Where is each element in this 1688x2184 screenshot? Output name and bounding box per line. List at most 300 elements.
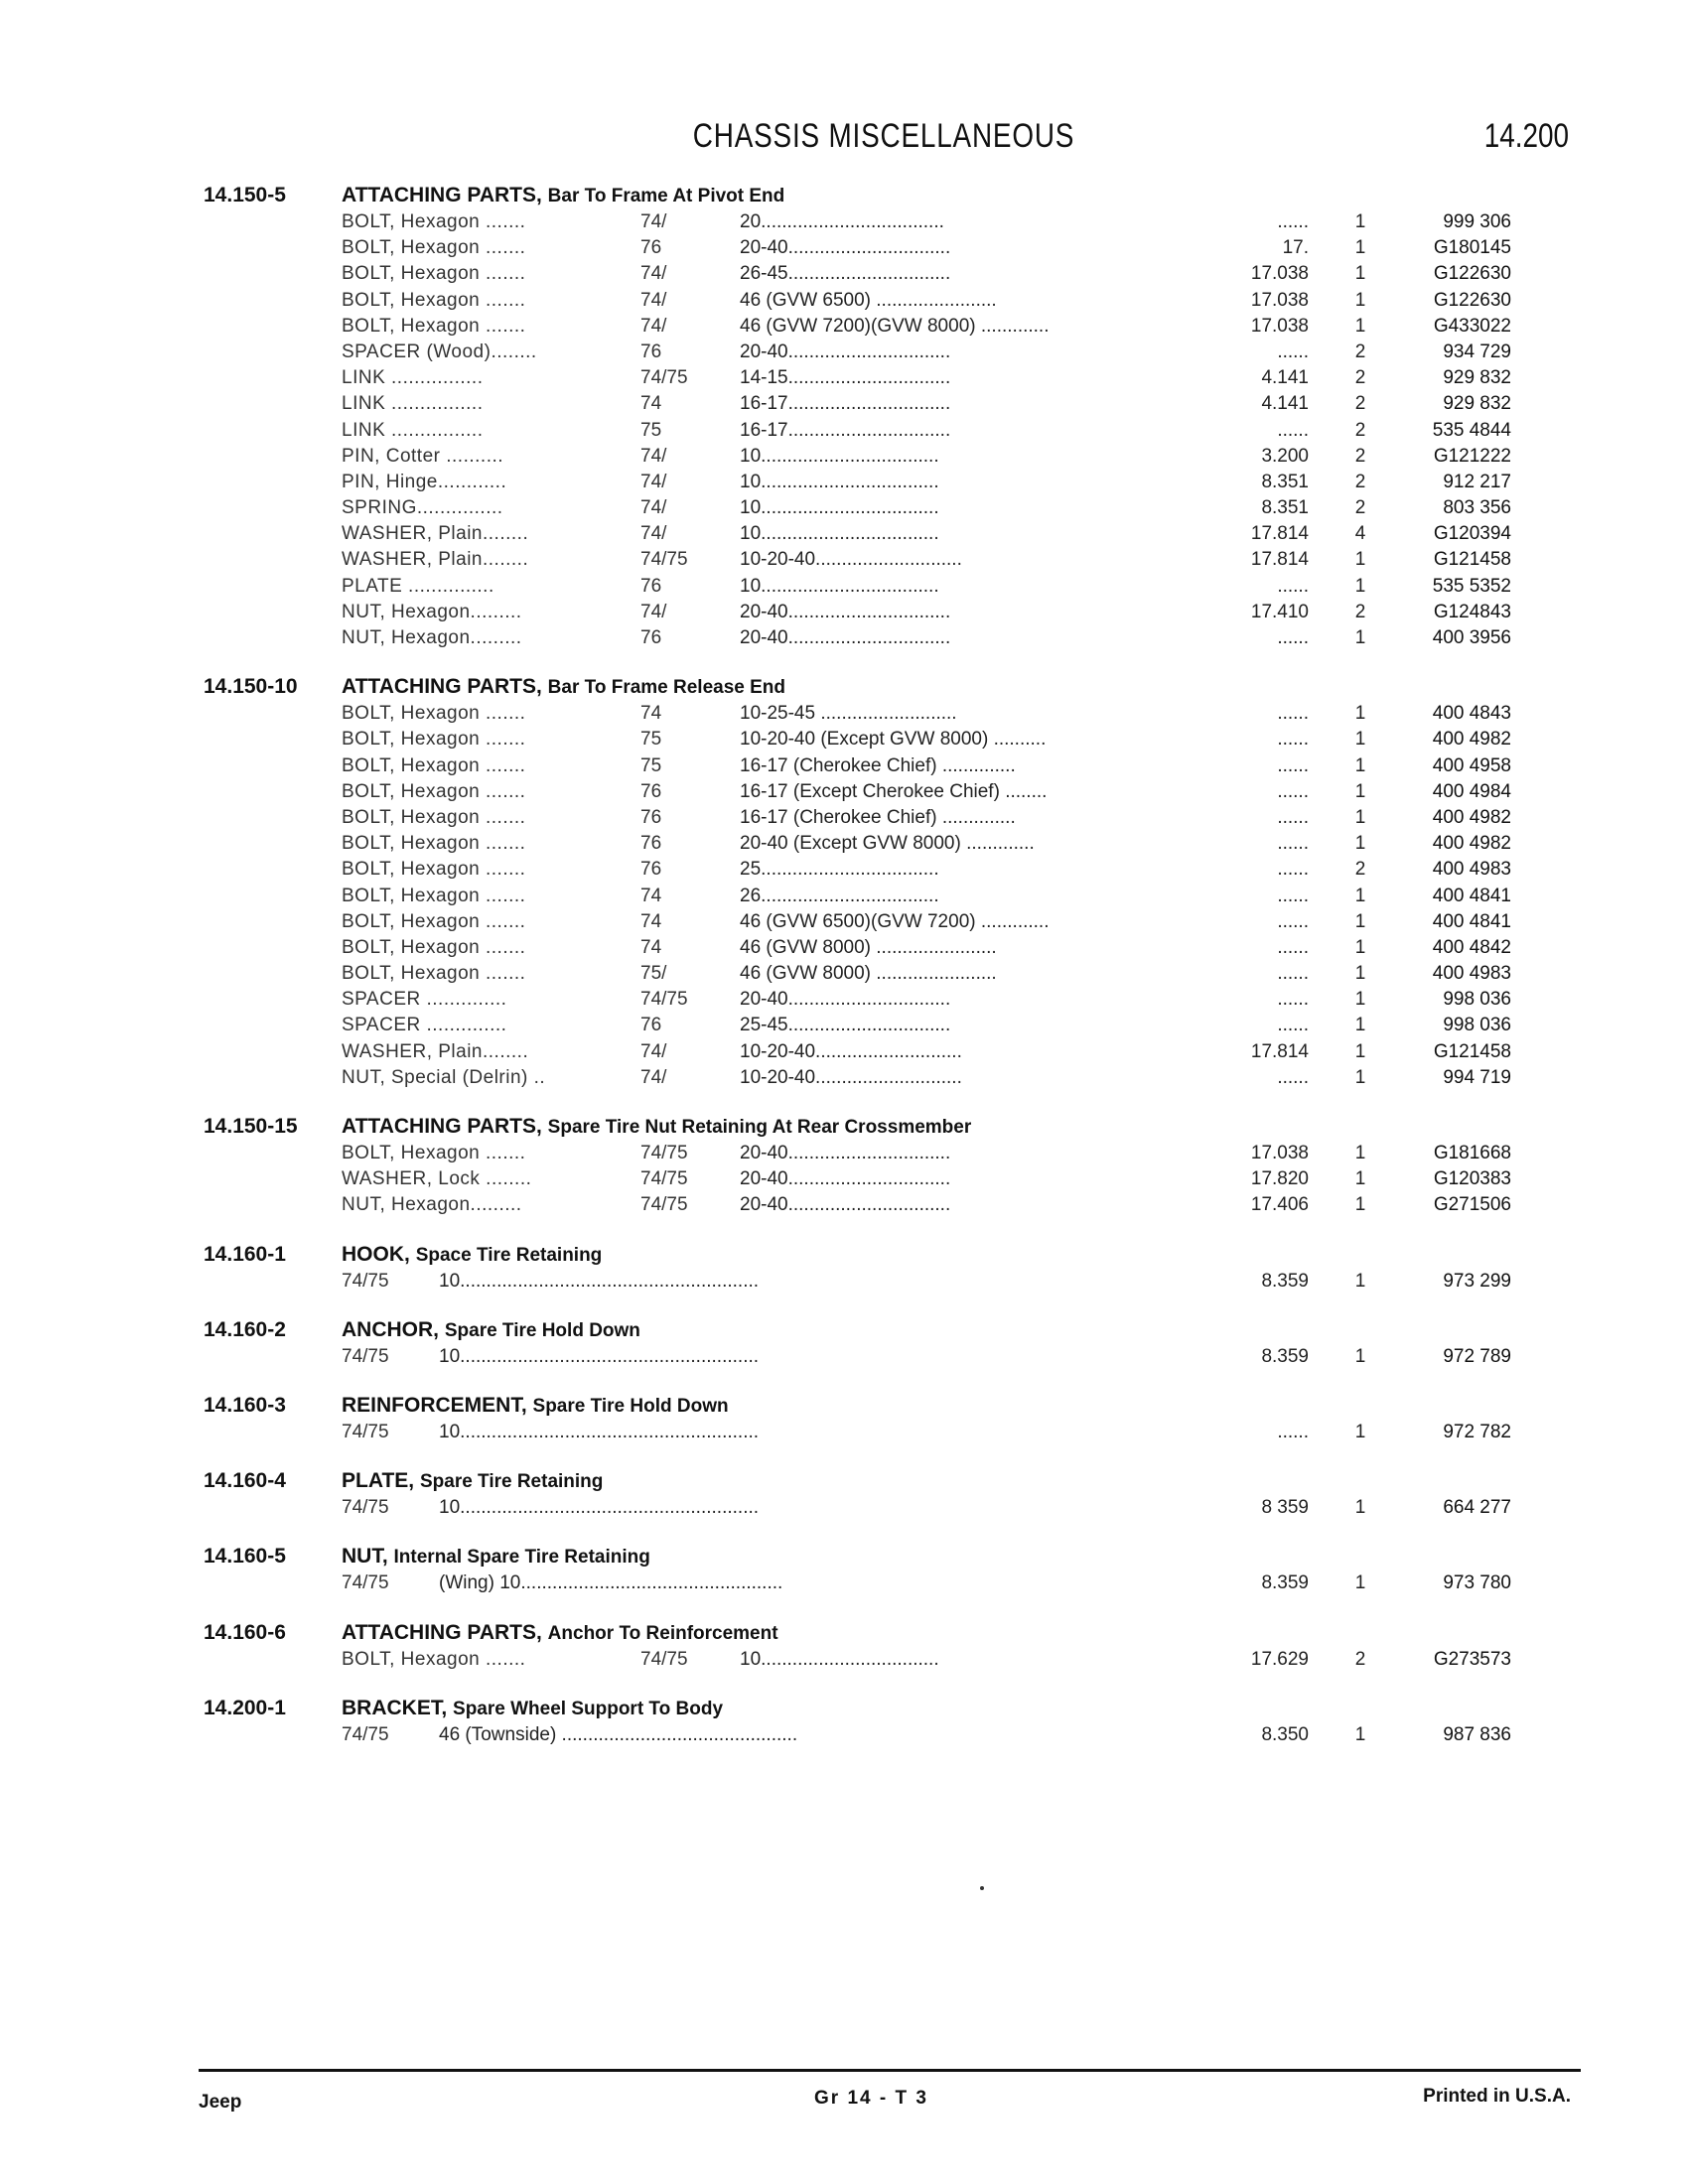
footer-rule [199,2069,1581,2072]
model-years: 74/ [640,471,667,492]
section-ref: ...... [1277,1421,1309,1442]
model-years: 76 [640,237,662,259]
application: 20-40............................... [740,989,951,1011]
part-name: WASHER, Lock ........ [342,1168,532,1190]
model-years: 76 [640,341,662,362]
part-number: 400 4842 [1432,936,1511,958]
part-name: BOLT, Hexagon ....... [342,289,526,311]
quantity: 1 [1354,1015,1366,1036]
part-number: 972 789 [1443,1345,1511,1367]
section-ref: ...... [1277,885,1309,906]
model-years: 75 [640,419,662,441]
application: 10-20-40 (Except GVW 8000) .......... [740,729,1047,751]
model-years: 74/ [640,1040,667,1062]
group-title-wrap [342,184,784,207]
part-row [0,1143,1688,1168]
part-number: 535 5352 [1432,575,1511,597]
model-years: 74/ [640,445,667,467]
quantity: 1 [1354,1143,1366,1163]
group-title-wrap [342,1545,650,1569]
group-code: 14.160-5 [204,1545,286,1569]
part-name: WASHER, Plain........ [342,523,529,545]
application: 16-17 (Except Cherokee Chief) ........ [740,780,1048,802]
section-ref: ...... [1277,211,1309,232]
quantity: 1 [1354,806,1366,828]
group-title-wrap [342,1243,602,1267]
quantity: 1 [1354,1345,1366,1367]
part-name: NUT, Hexagon......... [342,627,522,648]
application: 26-45............................... [740,263,951,285]
section-ref: ...... [1277,754,1309,776]
section-ref: 17.814 [1250,523,1309,545]
part-number: G181668 [1433,1143,1511,1163]
part-number: 994 719 [1443,1066,1511,1088]
section-ref: 17.406 [1250,1194,1309,1216]
part-name: BOLT, Hexagon ....... [342,1143,526,1163]
part-name: BOLT, Hexagon ....... [342,263,526,285]
section-ref: ...... [1277,341,1309,362]
part-name: BOLT, Hexagon ....... [342,859,526,881]
part-number: 998 036 [1443,1015,1511,1036]
part-name: NUT, Special (Delrin) .. [342,1066,546,1088]
part-name: LINK ................ [342,367,484,389]
part-number: 803 356 [1443,497,1511,519]
group-title-wrap [342,1469,603,1493]
part-row [0,781,1688,807]
application: (Wing) 10.................................................. [439,1572,783,1594]
part-row [0,1422,1688,1447]
part-number: G121458 [1433,549,1511,571]
application: 20................................... [740,211,944,232]
part-name: BOLT, Hexagon ....... [342,237,526,259]
part-row [0,755,1688,781]
part-row [0,1194,1688,1220]
quantity: 1 [1354,729,1366,751]
section-ref: 4.141 [1261,367,1309,389]
part-number: 929 832 [1443,367,1511,389]
application: 20-40............................... [740,1194,951,1216]
quantity: 2 [1354,419,1366,441]
part-name: SPACER .............. [342,989,507,1011]
part-name: SPACER (Wood)........ [342,341,537,362]
quantity: 1 [1354,885,1366,906]
group-title: ATTACHING PARTS, [342,1620,542,1644]
group-title: REINFORCEMENT, [342,1393,527,1417]
quantity: 1 [1354,1066,1366,1088]
application: 20-40............................... [740,1168,951,1190]
part-row [0,963,1688,989]
part-name: PIN, Hinge............ [342,471,507,492]
application: 10-25-45 .......................... [740,703,957,725]
part-number: 664 277 [1443,1497,1511,1519]
footer-brand: Jeep [199,2092,242,2113]
part-number: 400 4982 [1432,806,1511,828]
part-number: G122630 [1433,263,1511,285]
section-ref: 17.038 [1250,289,1309,311]
section-ref: ...... [1277,703,1309,725]
group-heading [0,1545,1688,1572]
part-number: G121458 [1433,1040,1511,1062]
part-row [0,341,1688,367]
footer-printed: Printed in U.S.A. [1423,2086,1571,2107]
section-ref: 17.038 [1250,263,1309,285]
section-ref: ...... [1277,806,1309,828]
section-ref: ...... [1277,833,1309,855]
section-ref: ...... [1277,859,1309,881]
part-row [0,602,1688,627]
section-ref: 4.141 [1261,393,1309,415]
part-number: 535 4844 [1432,419,1511,441]
section-ref: 8.351 [1261,497,1309,519]
model-years: 74/75 [640,367,688,389]
section-ref: ...... [1277,910,1309,932]
section-ref: 17.820 [1250,1168,1309,1190]
application: 20-40............................... [740,627,951,648]
application: 46 (GVW 8000) ....................... [740,963,997,985]
group-title-wrap [342,1394,729,1418]
model-years: 74/75 [342,1497,389,1519]
model-years: 76 [640,806,662,828]
part-name: BOLT, Hexagon ....... [342,806,526,828]
group-code: 14.150-5 [204,184,286,206]
part-number: 929 832 [1443,393,1511,415]
parts-group [0,184,1688,653]
part-number: 934 729 [1443,341,1511,362]
section-ref: ...... [1277,989,1309,1011]
part-row [0,807,1688,833]
section-ref: ...... [1277,627,1309,648]
part-row [0,1271,1688,1297]
application: 10.................................. [740,1648,939,1670]
part-number: G120394 [1433,523,1511,545]
model-years: 76 [640,859,662,881]
part-row [0,497,1688,523]
footer-group-ref: Gr 14 - T 3 [814,2088,928,2109]
parts-group [0,1545,1688,1598]
part-row [0,211,1688,237]
application: 10-20-40............................ [740,549,962,571]
model-years: 75 [640,729,662,751]
model-years: 75 [640,754,662,776]
group-heading [0,184,1688,211]
model-years: 74/ [640,497,667,519]
quantity: 2 [1354,601,1366,622]
part-number: G120383 [1433,1168,1511,1190]
model-years: 74 [640,885,662,906]
model-years: 74/75 [342,1572,389,1594]
application: 10.................................. [740,523,939,545]
group-heading [0,1394,1688,1422]
page-title: CHASSIS MISCELLANEOUS [692,117,1075,155]
application: 26.................................. [740,885,939,906]
group-title-wrap [342,675,785,699]
group-heading [0,1697,1688,1724]
part-number: 400 4843 [1432,703,1511,725]
part-name: SPACER .............. [342,1015,507,1036]
part-name: BOLT, Hexagon ....... [342,833,526,855]
model-years: 74/ [640,601,667,622]
part-row [0,472,1688,497]
application: 20-40............................... [740,341,951,362]
group-code: 14.160-6 [204,1620,286,1644]
part-name: WASHER, Plain........ [342,549,529,571]
model-years: 76 [640,1015,662,1036]
part-number: 987 836 [1443,1723,1511,1745]
part-row [0,1497,1688,1523]
model-years: 74/ [640,1066,667,1088]
stray-dot [980,1886,984,1890]
part-number: 972 782 [1443,1421,1511,1442]
model-years: 74/ [640,315,667,337]
group-subtitle: Bar To Frame Release End [547,677,786,699]
parts-group [0,675,1688,1093]
quantity: 1 [1354,1040,1366,1062]
application: 10......................................................... [439,1270,760,1292]
section-ref: ...... [1277,780,1309,802]
quantity: 1 [1354,289,1366,311]
part-name: BOLT, Hexagon ....... [342,910,526,932]
application: 10.................................. [740,471,939,492]
quantity: 2 [1354,393,1366,415]
quantity: 1 [1354,910,1366,932]
section-ref: 17.814 [1250,1040,1309,1062]
part-number: G122630 [1433,289,1511,311]
group-title: ATTACHING PARTS, [342,675,542,699]
section-ref: 17.629 [1250,1648,1309,1670]
part-name: BOLT, Hexagon ....... [342,703,526,725]
part-row [0,729,1688,754]
quantity: 1 [1354,263,1366,285]
quantity: 1 [1354,1723,1366,1745]
model-years: 74/75 [640,1648,688,1670]
group-code: 14.160-2 [204,1317,286,1341]
quantity: 1 [1354,833,1366,855]
group-subtitle: Anchor To Reinforcement [547,1622,778,1644]
group-code: 14.150-10 [204,675,298,699]
part-name: NUT, Hexagon......... [342,1194,522,1216]
section-ref: 8 359 [1261,1497,1309,1519]
part-row [0,937,1688,963]
section-ref: ...... [1277,1066,1309,1088]
model-years: 76 [640,575,662,597]
part-row [0,290,1688,316]
group-subtitle: Space Tire Retaining [415,1244,603,1266]
group-code: 14.160-4 [204,1469,286,1493]
quantity: 1 [1354,1168,1366,1190]
group-heading [0,1115,1688,1143]
group-subtitle: Spare Tire Hold Down [444,1319,640,1341]
section-ref: 17.038 [1250,315,1309,337]
part-name: PIN, Cotter .......... [342,445,504,467]
part-number: 400 4982 [1432,729,1511,751]
part-row [0,1572,1688,1598]
model-years: 74 [640,936,662,958]
part-number: 400 4984 [1432,780,1511,802]
application: 10.................................. [740,497,939,519]
part-row [0,1724,1688,1750]
part-name: BOLT, Hexagon ....... [342,885,526,906]
part-name: WASHER, Plain........ [342,1040,529,1062]
part-name: BOLT, Hexagon ....... [342,963,526,985]
part-row [0,446,1688,472]
part-name: BOLT, Hexagon ....... [342,729,526,751]
model-years: 74/75 [640,1168,688,1190]
section-ref: ...... [1277,936,1309,958]
part-number: G121222 [1433,445,1511,467]
section-ref: 3.200 [1261,445,1309,467]
model-years: 74/ [640,263,667,285]
application: 10......................................................... [439,1497,760,1519]
parts-list [0,184,1688,1772]
part-row [0,833,1688,859]
part-name: BOLT, Hexagon ....... [342,1648,526,1670]
application: 20-40............................... [740,1143,951,1163]
group-heading [0,1469,1688,1497]
parts-group [0,1115,1688,1221]
part-number: 400 3956 [1432,627,1511,648]
quantity: 1 [1354,989,1366,1011]
part-number: 400 4841 [1432,885,1511,906]
application: 10-20-40............................ [740,1040,962,1062]
group-title: ATTACHING PARTS, [342,184,542,206]
part-row [0,420,1688,446]
part-name: BOLT, Hexagon ....... [342,780,526,802]
section-ref: ...... [1277,575,1309,597]
application: 46 (GVW 8000) ....................... [740,936,997,958]
model-years: 76 [640,780,662,802]
quantity: 2 [1354,471,1366,492]
quantity: 1 [1354,549,1366,571]
part-row [0,549,1688,575]
quantity: 1 [1354,936,1366,958]
part-row [0,1649,1688,1675]
quantity: 2 [1354,367,1366,389]
group-code: 14.200-1 [204,1696,286,1719]
part-number: 973 299 [1443,1270,1511,1292]
part-name: BOLT, Hexagon ....... [342,211,526,232]
section-ref: 17.410 [1250,601,1309,622]
application: 10-20-40............................ [740,1066,962,1088]
quantity: 1 [1354,237,1366,259]
part-row [0,859,1688,885]
part-number: 998 036 [1443,989,1511,1011]
group-title-wrap [342,1115,971,1139]
application: 16-17............................... [740,419,951,441]
section-ref: 8.359 [1261,1345,1309,1367]
parts-group [0,1697,1688,1750]
application: 20-40............................... [740,601,951,622]
parts-group [0,1243,1688,1297]
section-ref: 8.351 [1261,471,1309,492]
part-row [0,1346,1688,1372]
group-subtitle: Bar To Frame At Pivot End [547,186,785,206]
part-row [0,1067,1688,1093]
section-ref: ...... [1277,963,1309,985]
page-section-number: 14.200 [1483,117,1569,155]
part-number: 400 4983 [1432,963,1511,985]
parts-group [0,1318,1688,1372]
parts-group [0,1469,1688,1523]
parts-group [0,1394,1688,1447]
section-ref: 8.359 [1261,1572,1309,1594]
model-years: 74/75 [342,1421,389,1442]
part-row [0,316,1688,341]
group-title: ANCHOR, [342,1317,439,1341]
part-row [0,1041,1688,1067]
group-title: BRACKET, [342,1696,448,1719]
section-ref: ...... [1277,419,1309,441]
part-number: G273573 [1433,1648,1511,1670]
section-ref: 17. [1282,237,1309,259]
application: 10......................................................... [439,1345,760,1367]
model-years: 74/75 [640,549,688,571]
part-row [0,886,1688,911]
parts-group [0,1621,1688,1675]
part-number: G271506 [1433,1194,1511,1216]
group-title-wrap [342,1697,723,1720]
quantity: 1 [1354,575,1366,597]
section-ref: ...... [1277,729,1309,751]
quantity: 1 [1354,703,1366,725]
part-number: 912 217 [1443,471,1511,492]
part-row [0,263,1688,289]
part-name: BOLT, Hexagon ....... [342,315,526,337]
section-ref: 8.359 [1261,1270,1309,1292]
group-title: NUT, [342,1545,388,1569]
part-number: 400 4958 [1432,754,1511,776]
quantity: 1 [1354,1421,1366,1442]
group-heading [0,1243,1688,1271]
quantity: 2 [1354,341,1366,362]
model-years: 74/75 [640,989,688,1011]
application: 46 (GVW 6500) ....................... [740,289,997,311]
group-subtitle: Internal Spare Tire Retaining [393,1547,650,1569]
group-subtitle: Spare Tire Nut Retaining At Rear Crossmember [547,1117,972,1138]
application: 46 (GVW 7200)(GVW 8000) ............. [740,315,1050,337]
part-row [0,703,1688,729]
part-row [0,911,1688,937]
section-ref: 17.038 [1250,1143,1309,1163]
model-years: 76 [640,833,662,855]
model-years: 74/ [640,523,667,545]
application: 25-45............................... [740,1015,951,1036]
model-years: 76 [640,627,662,648]
part-number: 400 4841 [1432,910,1511,932]
application: 25.................................. [740,859,939,881]
part-name: PLATE ............... [342,575,494,597]
part-name: LINK ................ [342,419,484,441]
part-number: 400 4982 [1432,833,1511,855]
part-name: BOLT, Hexagon ....... [342,936,526,958]
model-years: 74 [640,393,662,415]
quantity: 1 [1354,963,1366,985]
application: 16-17 (Cherokee Chief) .............. [740,806,1016,828]
application: 14-15............................... [740,367,951,389]
quantity: 1 [1354,1270,1366,1292]
quantity: 1 [1354,315,1366,337]
model-years: 74/75 [640,1143,688,1163]
part-number: 973 780 [1443,1572,1511,1594]
quantity: 2 [1354,445,1366,467]
group-code: 14.160-1 [204,1242,286,1266]
section-ref: 17.814 [1250,549,1309,571]
application: 10......................................................... [439,1421,760,1442]
part-number: G180145 [1433,237,1511,259]
group-title-wrap [342,1318,640,1342]
part-name: LINK ................ [342,393,484,415]
part-row [0,1168,1688,1194]
part-number: 400 4983 [1432,859,1511,881]
